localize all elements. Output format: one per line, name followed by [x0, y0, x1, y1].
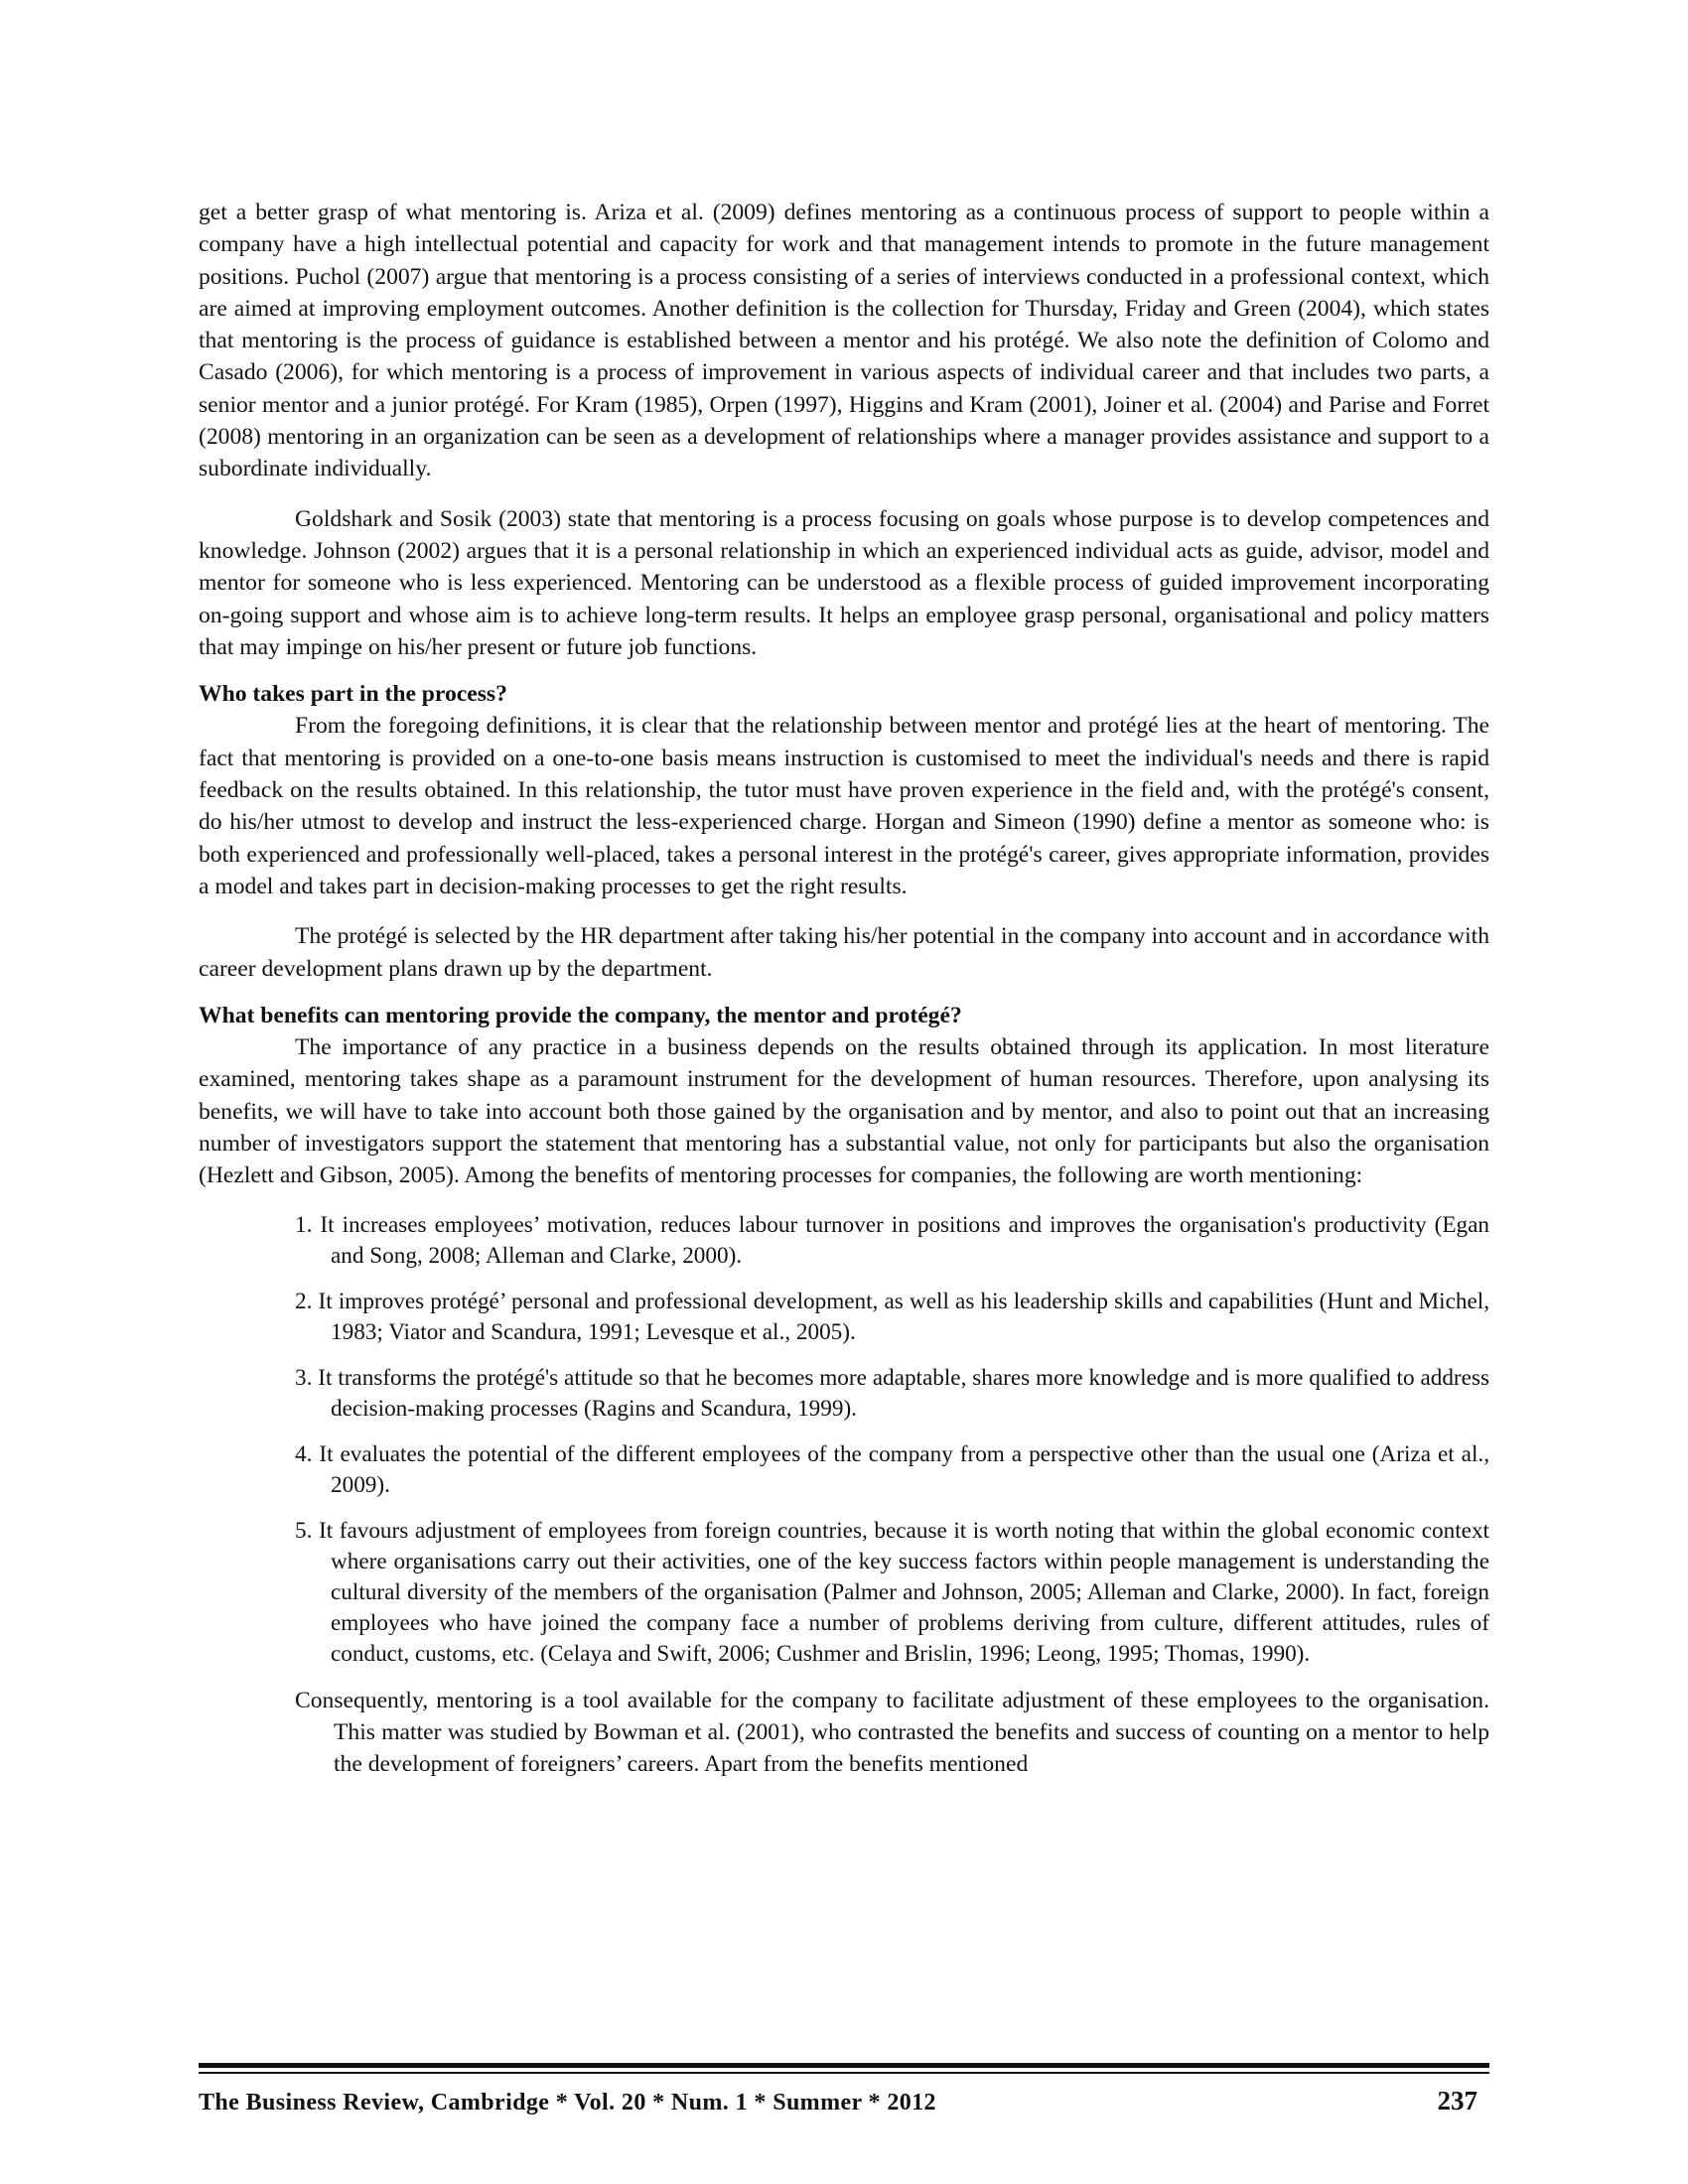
paragraph-consequently: Consequently, mentoring is a tool available for the company to facilitate adjustment of these employees to the organisation. This matter was studied by Bowman et al. (2001), who contrasted the benefits and success of counting on a mentor to help the development of foreigners’ careers. Apart from the benefits mentioned	[295, 1687, 1489, 1778]
paragraph-relationship: From the foregoing definitions, it is clear that the relationship between mentor and protégé lies at the heart of mentoring. The fact that mentoring is provided on a one-to-one basis means instruction is customised to meet the individual's needs and there is rapid feedback on the results obtained. In this relationship, the tutor must have proven experience in the field and, with the protégé's consent, do his/her utmost to develop and instruct the less-experienced charge. Horgan and Simeon (1990) define a mentor as someone who: is both experienced and professionally well-placed, takes a personal interest in the protégé's career, gives appropriate information, provides a model and takes part in decision-making processes to get the right results.	[199, 713, 1489, 899]
list-item: 3. It transforms the protégé's attitude so that he becomes more adaptable, shares more knowledge and is more qualified to address decision-making processes (Ragins and Scandura, 1999).	[295, 1364, 1489, 1422]
section-heading-participants: Who takes part in the process?	[199, 681, 507, 708]
page-footer	[199, 2063, 1489, 2116]
paragraph-definitions: get a better grasp of what mentoring is. Ariza et al. (2009) defines mentoring as a continuous process of support to people within a company have a high intellectual potential and capacity for work and that management intends to promote in the future management positions. Puchol (2007) argue that mentoring is a process consisting of a series of interviews conducted in a professional context, which are aimed at improving employment outcomes. Another definition is the collection for Thursday, Friday and Green (2004), which states that mentoring is the process of guidance is established between a mentor and his protégé. We also note the definition of Colomo and Casado (2006), for which mentoring is a process of improvement in various aspects of individual career and that includes two parts, a senior mentor and a junior protégé. For Kram (1985), Orpen (1997), Higgins and Kram (2001), Joiner et al. (2004) and Parise and Forret (2008) mentoring in an organization can be seen as a development of relationships where a manager provides assistance and support to a subordinate individually.	[199, 200, 1489, 482]
journal-citation: The Business Review, Cambridge * Vol. 20 * Num. 1 * Summer * 2012	[199, 2090, 936, 2116]
footer-row	[199, 2086, 1489, 2116]
list-item: 2. It improves protégé’ personal and professional development, as well as his leadership skills and capabilities (Hunt and Michel, 1983; Viator and Scandura, 1991; Levesque et al., 2005).	[295, 1288, 1489, 1345]
footer-rule-thin	[199, 2072, 1489, 2074]
benefits-list	[199, 1210, 1489, 1670]
footer-rule-thick	[199, 2063, 1489, 2068]
list-item: 1. It increases employees’ motivation, reduces labour turnover in positions and improves the organisation's productivity (Egan and Song, 2008; Alleman and Clarke, 2000).	[295, 1211, 1489, 1269]
paragraph-benefits-intro: The importance of any practice in a business depends on the results obtained through its application. In most literature examined, mentoring takes shape as a paramount instrument for the development of human resources. Therefore, upon analysing its benefits, we will have to take into account both those gained by the organisation and by mentor, and also to point out that an increasing number of investigators support the statement that mentoring has a substantial value, not only for participants but also the organisation (Hezlett and Gibson, 2005). Among the benefits of mentoring processes for companies, the following are worth mentioning:	[199, 1034, 1489, 1189]
paragraph-goldshark: Goldshark and Sosik (2003) state that mentoring is a process focusing on goals whose purpose is to develop competences and knowledge. Johnson (2002) argues that it is a personal relationship in which an experienced individual acts as guide, advisor, model and mentor for someone who is less experienced. Mentoring can be understood as a flexible process of guided improvement incorporating on-going support and whose aim is to achieve long-term results. It helps an employee grasp personal, organisational and policy matters that may impinge on his/her present or future job functions.	[199, 505, 1489, 660]
page-number: 237	[1437, 2086, 1477, 2116]
list-item: 4. It evaluates the potential of the different employees of the company from a perspective other than the usual one (Ariza et al., 2009).	[295, 1440, 1489, 1498]
article-body	[199, 197, 1489, 1781]
list-item: 5. It favours adjustment of employees from foreign countries, because it is worth noting that within the global economic context where organisations carry out their activities, one of the key success factors within people management is understanding the cultural diversity of the members of the organisation (Palmer and Johnson, 2005; Alleman and Clarke, 2000). In fact, foreign employees who have joined the company face a number of problems deriving from culture, different attitudes, rules of conduct, customs, etc. (Celaya and Swift, 2006; Cushmer and Brislin, 1996; Leong, 1995; Thomas, 1990).	[295, 1517, 1489, 1667]
paragraph-protege-selection: The protégé is selected by the HR department after taking his/her potential in the company into account and in accordance with career development plans drawn up by the department.	[199, 923, 1489, 982]
section-heading-benefits: What benefits can mentoring provide the company, the mentor and protégé?	[199, 1002, 962, 1028]
